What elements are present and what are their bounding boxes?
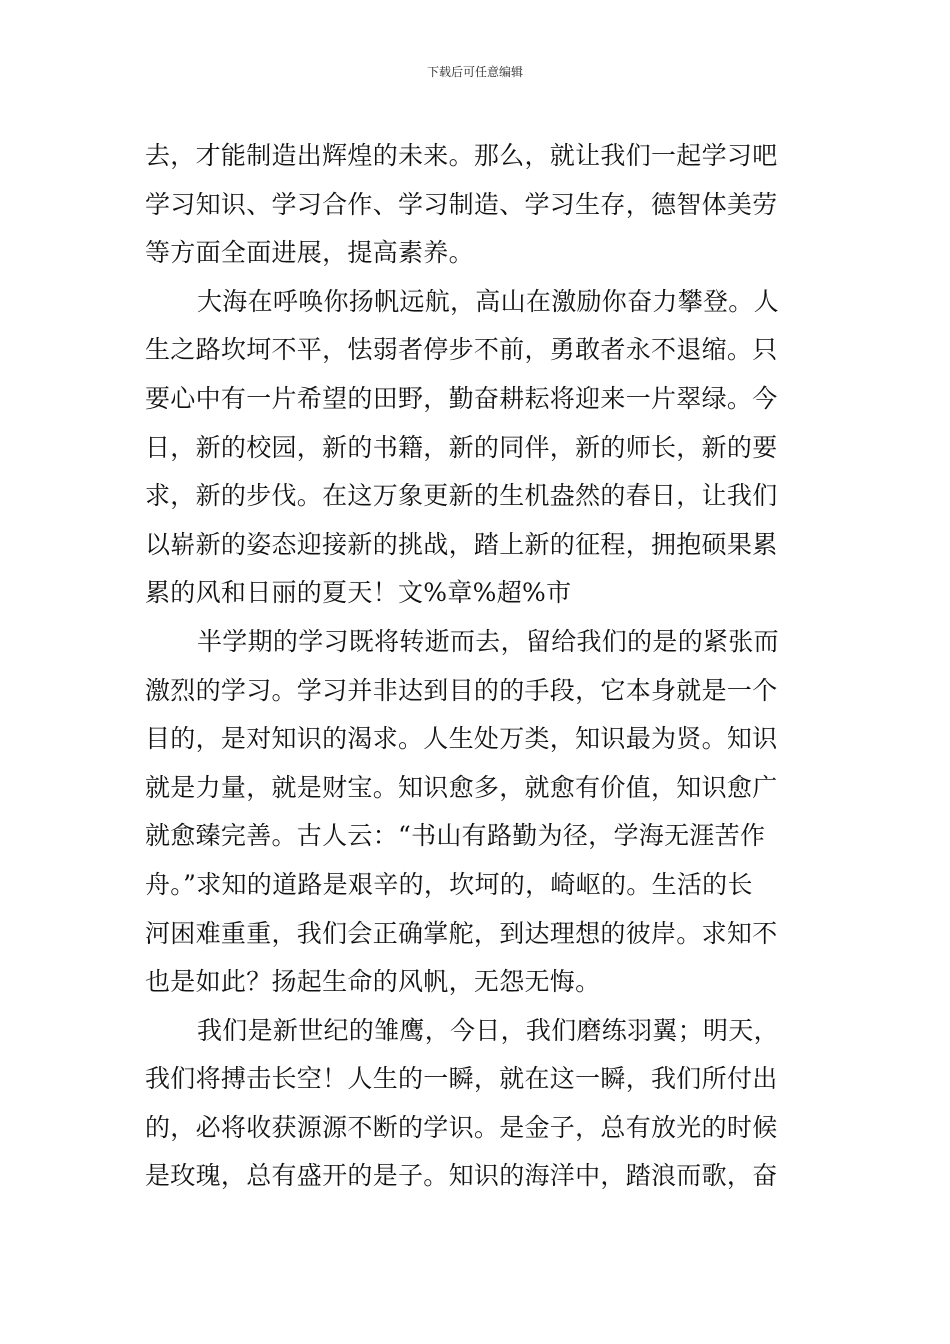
text-line: 学习知识、学习合作、学习制造、学习生存，德智体美劳 [145, 189, 778, 219]
text-line: 要心中有一片希望的田野，勤奋耕耘将迎来一片翠绿。今 [145, 383, 778, 413]
text-line: 河困难重重，我们会正确掌舵，到达理想的彼岸。求知不 [145, 918, 778, 948]
text-line: 生之路坎坷不平，怯弱者停步不前，勇敢者永不退缩。只 [145, 335, 778, 365]
text-line: 激烈的学习。学习并非达到目的的手段，它本身就是一个 [145, 675, 778, 705]
paragraph-1 [145, 132, 809, 278]
text-line: 以崭新的姿态迎接新的挑战，踏上新的征程，拥抱硕果累 [145, 529, 778, 559]
text-line: 大海在呼唤你扬帆远航，高山在激励你奋力攀登。人 [197, 286, 779, 316]
text-line: 的，必将收获源源不断的学识。是金子，总有放光的时候 [145, 1112, 778, 1142]
paragraph-4 [145, 1007, 809, 1201]
text-line: 求，新的步伐。在这万象更新的生机盎然的春日，让我们 [145, 481, 778, 511]
text-line: 日，新的校园，新的书籍，新的同伴，新的师长，新的要 [145, 432, 778, 462]
document-body [145, 132, 809, 1201]
text-line: 舟。”求知的道路是艰辛的，坎坷的，崎岖的。生活的长 [145, 869, 753, 899]
text-line: 是玫瑰，总有盛开的是子。知识的海洋中，踏浪而歌，奋 [145, 1161, 778, 1191]
text-line: 也是如此？扬起生命的风帆，无怨无悔。 [145, 967, 601, 997]
paragraph-3 [145, 618, 809, 1007]
text-line: 我们将搏击长空！人生的一瞬，就在这一瞬，我们所付出 [145, 1064, 778, 1094]
text-line: 目的，是对知识的渴求。人生处万类，知识最为贤。知识 [145, 724, 778, 754]
text-line: 半学期的学习既将转逝而去，留给我们的是的紧张而 [197, 626, 779, 656]
page-header: 下载后可任意编辑 [426, 65, 523, 79]
paragraph-2 [145, 278, 809, 618]
text-line: 去，才能制造出辉煌的未来。那么，就让我们一起学习吧 [145, 141, 778, 170]
text-line: 累的风和日丽的夏天！文%章%超%市 [145, 578, 572, 608]
text-line: 我们是新世纪的雏鹰，今日，我们磨练羽翼；明天， [197, 1015, 779, 1045]
text-line: 就愈臻完善。古人云：“书山有路勤为径，学海无涯苦作 [145, 821, 766, 851]
text-line: 等方面全面进展，提高素养。 [145, 238, 474, 268]
text-line: 就是力量，就是财宝。知识愈多，就愈有价值，知识愈广 [145, 772, 778, 802]
